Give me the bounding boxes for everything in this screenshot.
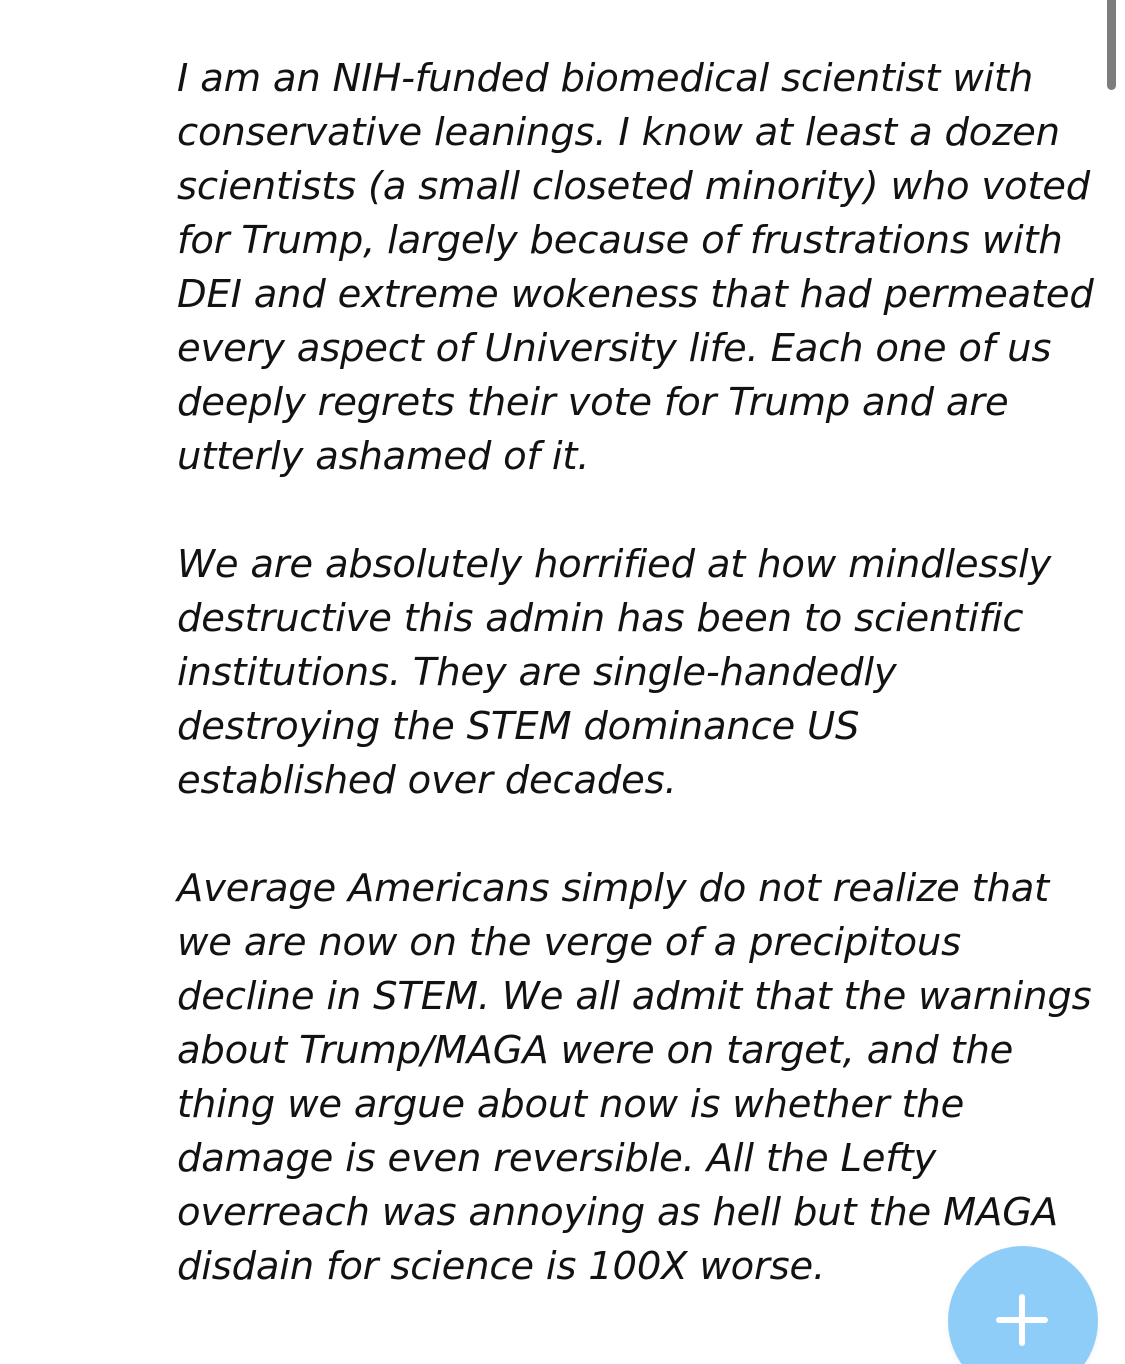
post-paragraph (177, 538, 1112, 808)
text-line: We are absolutely horrified at how mindlessly (177, 542, 1052, 587)
text-line: destroying the STEM dominance US (177, 704, 860, 749)
plus-icon (1019, 1294, 1025, 1346)
text-line: for Trump, largely because of frustrations with (177, 218, 1063, 263)
text-line: about Trump/MAGA were on target, and the (177, 1028, 1014, 1073)
text-line: deeply regrets their vote for Trump and are (177, 380, 1009, 425)
text-line: Average Americans simply do not realize that (177, 866, 1050, 911)
text-line: DEI and extreme wokeness that had permeated (177, 272, 1094, 317)
text-line: every aspect of University life. Each one of us (177, 326, 1052, 371)
text-line: overreach was annoying as hell but the MAGA (177, 1190, 1058, 1235)
post-body (177, 52, 1112, 1348)
text-line: established over decades. (177, 758, 677, 803)
text-line: destructive this admin has been to scientific (177, 596, 1024, 641)
text-line: we are now on the verge of a precipitous (177, 920, 961, 965)
text-line: scientists (a small closeted minority) who voted (177, 164, 1090, 209)
post-paragraph (177, 862, 1112, 1294)
text-line: conservative leanings. I know at least a dozen (177, 110, 1060, 155)
text-line: decline in STEM. We all admit that the warnings (177, 974, 1092, 1019)
text-line: disdain for science is 100X worse. (177, 1244, 825, 1289)
post-paragraph (177, 52, 1112, 484)
text-line: thing we argue about now is whether the (177, 1082, 965, 1127)
text-line: utterly ashamed of it. (177, 434, 590, 479)
text-line: damage is even reversible. All the Lefty (177, 1136, 937, 1181)
text-line: I am an NIH-funded biomedical scientist with (177, 56, 1034, 101)
text-line: institutions. They are single-handedly (177, 650, 897, 695)
